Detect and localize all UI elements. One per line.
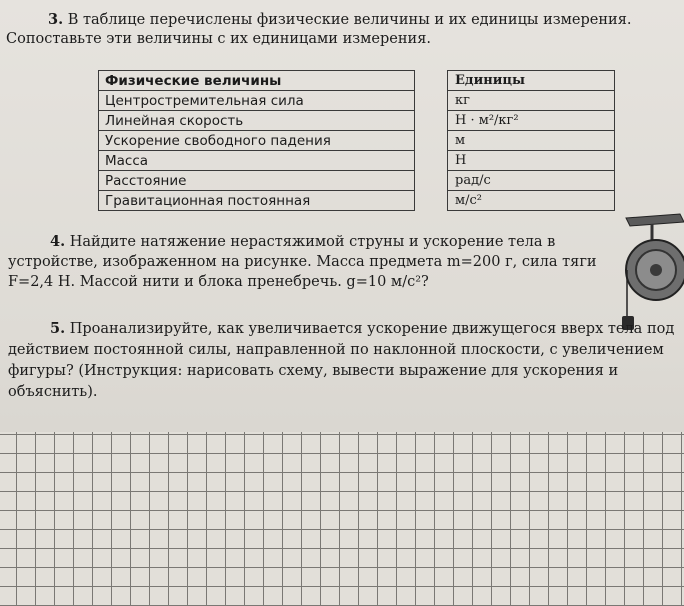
- units-table: [447, 70, 615, 211]
- quantity-row: Гравитационная постоянная: [99, 191, 415, 211]
- task-5-number: 5.: [50, 320, 66, 337]
- task-3-number: 3.: [48, 11, 64, 28]
- quantity-row: Расстояние: [99, 171, 415, 191]
- task-4-number: 4.: [50, 233, 66, 250]
- unit-row: кг: [448, 91, 615, 111]
- unit-row: м/с²: [448, 191, 615, 211]
- task-4: [8, 232, 608, 292]
- quantity-row: Центростремительная сила: [99, 91, 415, 111]
- answer-grid[interactable]: [0, 432, 684, 606]
- quantity-row: Ускорение свободного падения: [99, 131, 415, 151]
- task-5: [8, 318, 684, 403]
- unit-row: Н: [448, 151, 615, 171]
- quantities-table: [98, 70, 415, 211]
- quantity-row: Линейная скорость: [99, 111, 415, 131]
- unit-row: рад/с: [448, 171, 615, 191]
- unit-row: Н · м²/кг²: [448, 111, 615, 131]
- task-5-text: Проанализируйте, как увеличивается ускорение движущегося вверх тела под действием постоянной силы, направленной по наклонной плоскости, с увеличением фигуры? (Инструкция: нарисовать схему, вывести выражение для ускорения и объяснить).: [8, 321, 675, 400]
- quantities-header: Физические величины: [99, 71, 415, 91]
- quantity-row: Масса: [99, 151, 415, 171]
- unit-row: м: [448, 131, 615, 151]
- units-header: Единицы: [448, 71, 615, 91]
- task-4-text: Найдите натяжение нерастяжимой струны и ускорение тела в устройстве, изображенном на рисунке. Масса предмета m=200 г, сила тяги F=2,4 Н. Массой нити и блока пренебречь. g=10 м/с²?: [8, 234, 597, 290]
- task-3-text: В таблице перечислены физические величины и их единицы измерения. Сопоставьте эти величины с их единицами измерения.: [6, 12, 632, 47]
- task-3: [6, 10, 684, 49]
